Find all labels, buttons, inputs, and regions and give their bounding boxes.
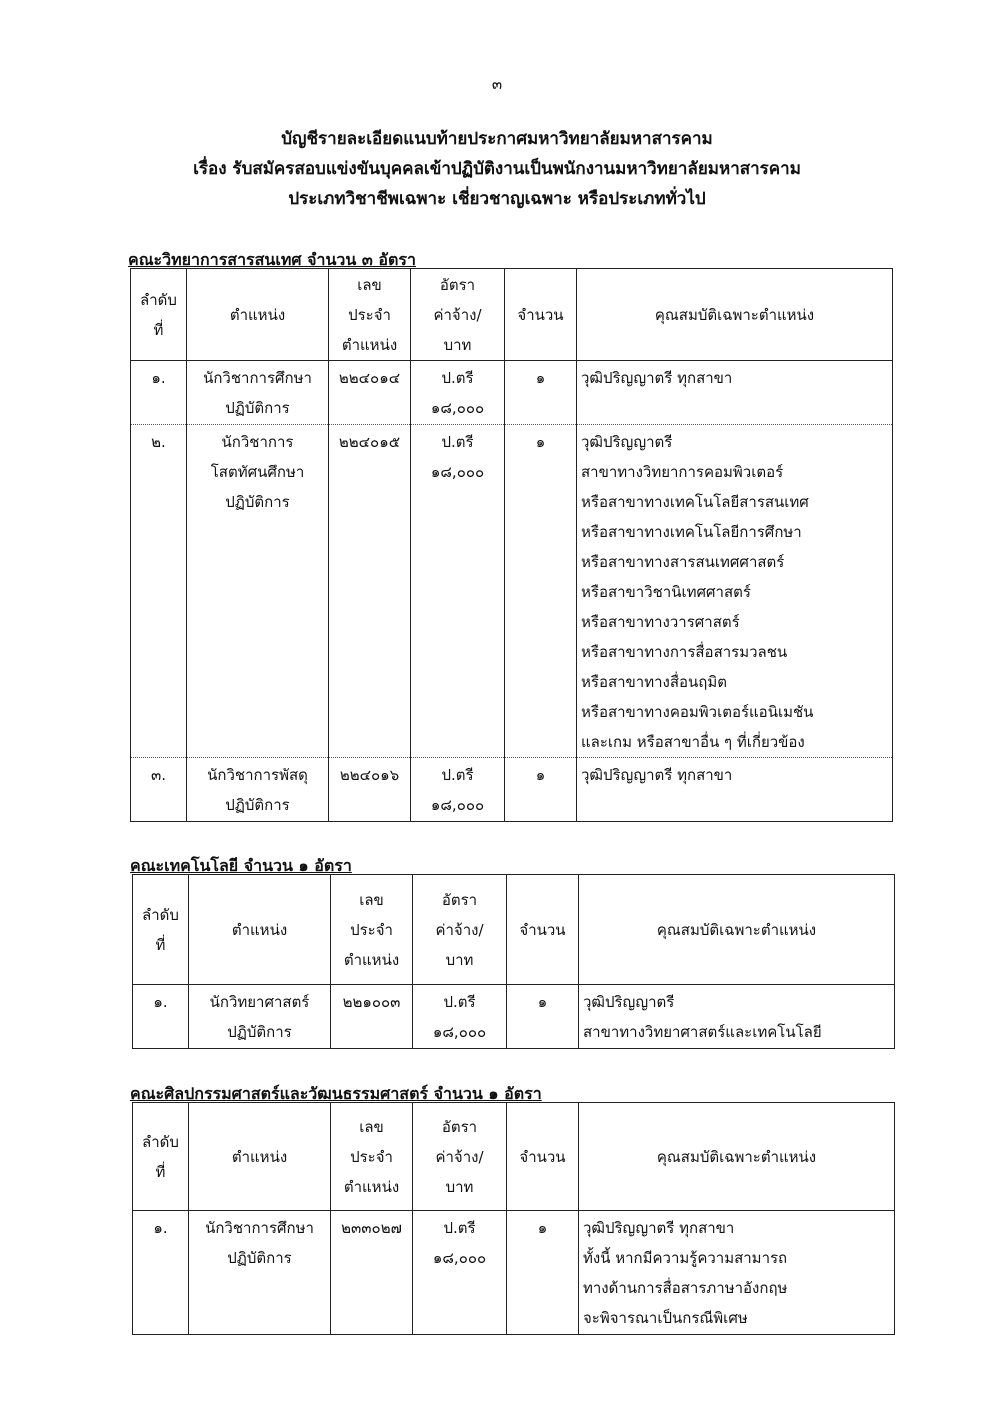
col-qualification-header: คุณสมบัติเฉพาะตำแหน่ง <box>577 269 893 361</box>
row-position-number: ๒๒๔๐๑๖ <box>329 758 411 822</box>
col-position-header: ตำแหน่ง <box>189 875 331 985</box>
col-count-header: จำนวน <box>505 269 577 361</box>
row-rate: ป.ตรี ๑๘,๐๐๐ <box>413 985 507 1049</box>
document-header <box>0 124 994 214</box>
section-title-technology: คณะเทคโนโลยี จำนวน ๑ อัตรา <box>130 856 352 875</box>
row-rate: ป.ตรี ๑๘,๐๐๐ <box>411 361 505 425</box>
table-header <box>133 875 895 985</box>
table-header <box>131 269 893 361</box>
col-order-header: ลำดับ ที่ <box>133 875 189 985</box>
row-order: ๑. <box>133 1211 189 1335</box>
row-count: ๑ <box>505 425 577 758</box>
positions-table-technology <box>132 874 895 1049</box>
row-count: ๑ <box>507 1211 579 1335</box>
row-rate: ป.ตรี ๑๘,๐๐๐ <box>411 758 505 822</box>
page-number: ๓ <box>491 75 503 93</box>
row-order: ๑. <box>133 985 189 1049</box>
table-header <box>133 1103 895 1211</box>
row-qualification: วุฒิปริญญาตรี สาขาทางวิทยาศาสตร์และเทคโนโลยี <box>579 985 895 1049</box>
col-order-header: ลำดับ ที่ <box>133 1103 189 1211</box>
positions-table-fine-arts <box>132 1102 895 1335</box>
row-order: ๑. <box>131 361 187 425</box>
col-rate-header: อัตรา ค่าจ้าง/ บาท <box>413 1103 507 1211</box>
row-position: นักวิทยาศาสตร์ ปฏิบัติการ <box>189 985 331 1049</box>
row-rate: ป.ตรี ๑๘,๐๐๐ <box>411 425 505 758</box>
col-rate-header: อัตรา ค่าจ้าง/ บาท <box>413 875 507 985</box>
col-count-header: จำนวน <box>507 875 579 985</box>
row-qualification: วุฒิปริญญาตรี ทุกสาขา <box>577 361 893 425</box>
row-order: ๓. <box>131 758 187 822</box>
row-count: ๑ <box>505 758 577 822</box>
table-row <box>131 758 893 822</box>
table-row <box>131 425 893 758</box>
table-row <box>131 361 893 425</box>
table-row <box>133 1211 895 1335</box>
row-rate: ป.ตรี ๑๘,๐๐๐ <box>413 1211 507 1335</box>
row-count: ๑ <box>505 361 577 425</box>
col-number-header: เลข ประจำ ตำแหน่ง <box>331 875 413 985</box>
section-title-information-science: คณะวิทยาการสารสนเทศ จำนวน ๓ อัตรา <box>128 250 416 269</box>
col-position-header: ตำแหน่ง <box>189 1103 331 1211</box>
col-qualification-header: คุณสมบัติเฉพาะตำแหน่ง <box>579 875 895 985</box>
row-position: นักวิชาการศึกษา ปฏิบัติการ <box>189 1211 331 1335</box>
col-qualification-header: คุณสมบัติเฉพาะตำแหน่ง <box>579 1103 895 1211</box>
row-position-number: ๒๒๑๐๐๓ <box>331 985 413 1049</box>
header-line-3: ประเภทวิชาชีพเฉพาะ เชี่ยวชาญเฉพาะ หรือประเภททั่วไป <box>288 189 706 209</box>
row-position: นักวิชาการพัสดุ ปฏิบัติการ <box>187 758 329 822</box>
row-position-number: ๒๒๔๐๑๕ <box>329 425 411 758</box>
row-qualification: วุฒิปริญญาตรี ทุกสาขา ทั้งนี้ หากมีความรู้ความสามารถ ทางด้านการสื่อสารภาษาอังกฤษ จะพิจารณาเป็นกรณีพิเศษ <box>579 1211 895 1335</box>
section-title-fine-arts: คณะศิลปกรรมศาสตร์และวัฒนธรรมศาสตร์ จำนวน ๑ อัตรา <box>130 1084 542 1103</box>
col-number-header: เลข ประจำ ตำแหน่ง <box>331 1103 413 1211</box>
row-position: นักวิชาการ โสตทัศนศึกษา ปฏิบัติการ <box>187 425 329 758</box>
row-position-number: ๒๓๓๐๒๗ <box>331 1211 413 1335</box>
col-rate-header: อัตรา ค่าจ้าง/ บาท <box>411 269 505 361</box>
row-order: ๒. <box>131 425 187 758</box>
row-qualification: วุฒิปริญญาตรี สาขาทางวิทยาการคอมพิวเตอร์ หรือสาขาทางเทคโนโลยีสารสนเทศ หรือสาขาทางเทคโนโลยีการศึกษา หรือสาขาทางสารสนเทศศาสตร์ หรือสาขาวิชานิเทศศาสตร์ หรือสาขาทางวารศาสตร์ หรือสาขาทางการสื่อสารมวลชน หรือสาขาทางสื่อนฤมิต หรือสาขาทางคอมพิวเตอร์แอนิเมชัน และเกม หรือสาขาอื่น ๆ ที่เกี่ยวข้อง <box>577 425 893 758</box>
row-qualification: วุฒิปริญญาตรี ทุกสาขา <box>577 758 893 822</box>
col-position-header: ตำแหน่ง <box>187 269 329 361</box>
row-position-number: ๒๒๔๐๑๔ <box>329 361 411 425</box>
row-count: ๑ <box>507 985 579 1049</box>
row-position: นักวิชาการศึกษา ปฏิบัติการ <box>187 361 329 425</box>
header-line-2: เรื่อง รับสมัครสอบแข่งขันบุคคลเข้าปฏิบัติงานเป็นพนักงานมหาวิทยาลัยมหาสารคาม <box>193 159 801 179</box>
table-row <box>133 985 895 1049</box>
col-number-header: เลข ประจำ ตำแหน่ง <box>329 269 411 361</box>
col-order-header: ลำดับ ที่ <box>131 269 187 361</box>
col-count-header: จำนวน <box>507 1103 579 1211</box>
header-line-1: บัญชีรายละเอียดแนบท้ายประกาศมหาวิทยาลัยมหาสารคาม <box>281 129 713 149</box>
positions-table-information-science <box>130 268 893 822</box>
